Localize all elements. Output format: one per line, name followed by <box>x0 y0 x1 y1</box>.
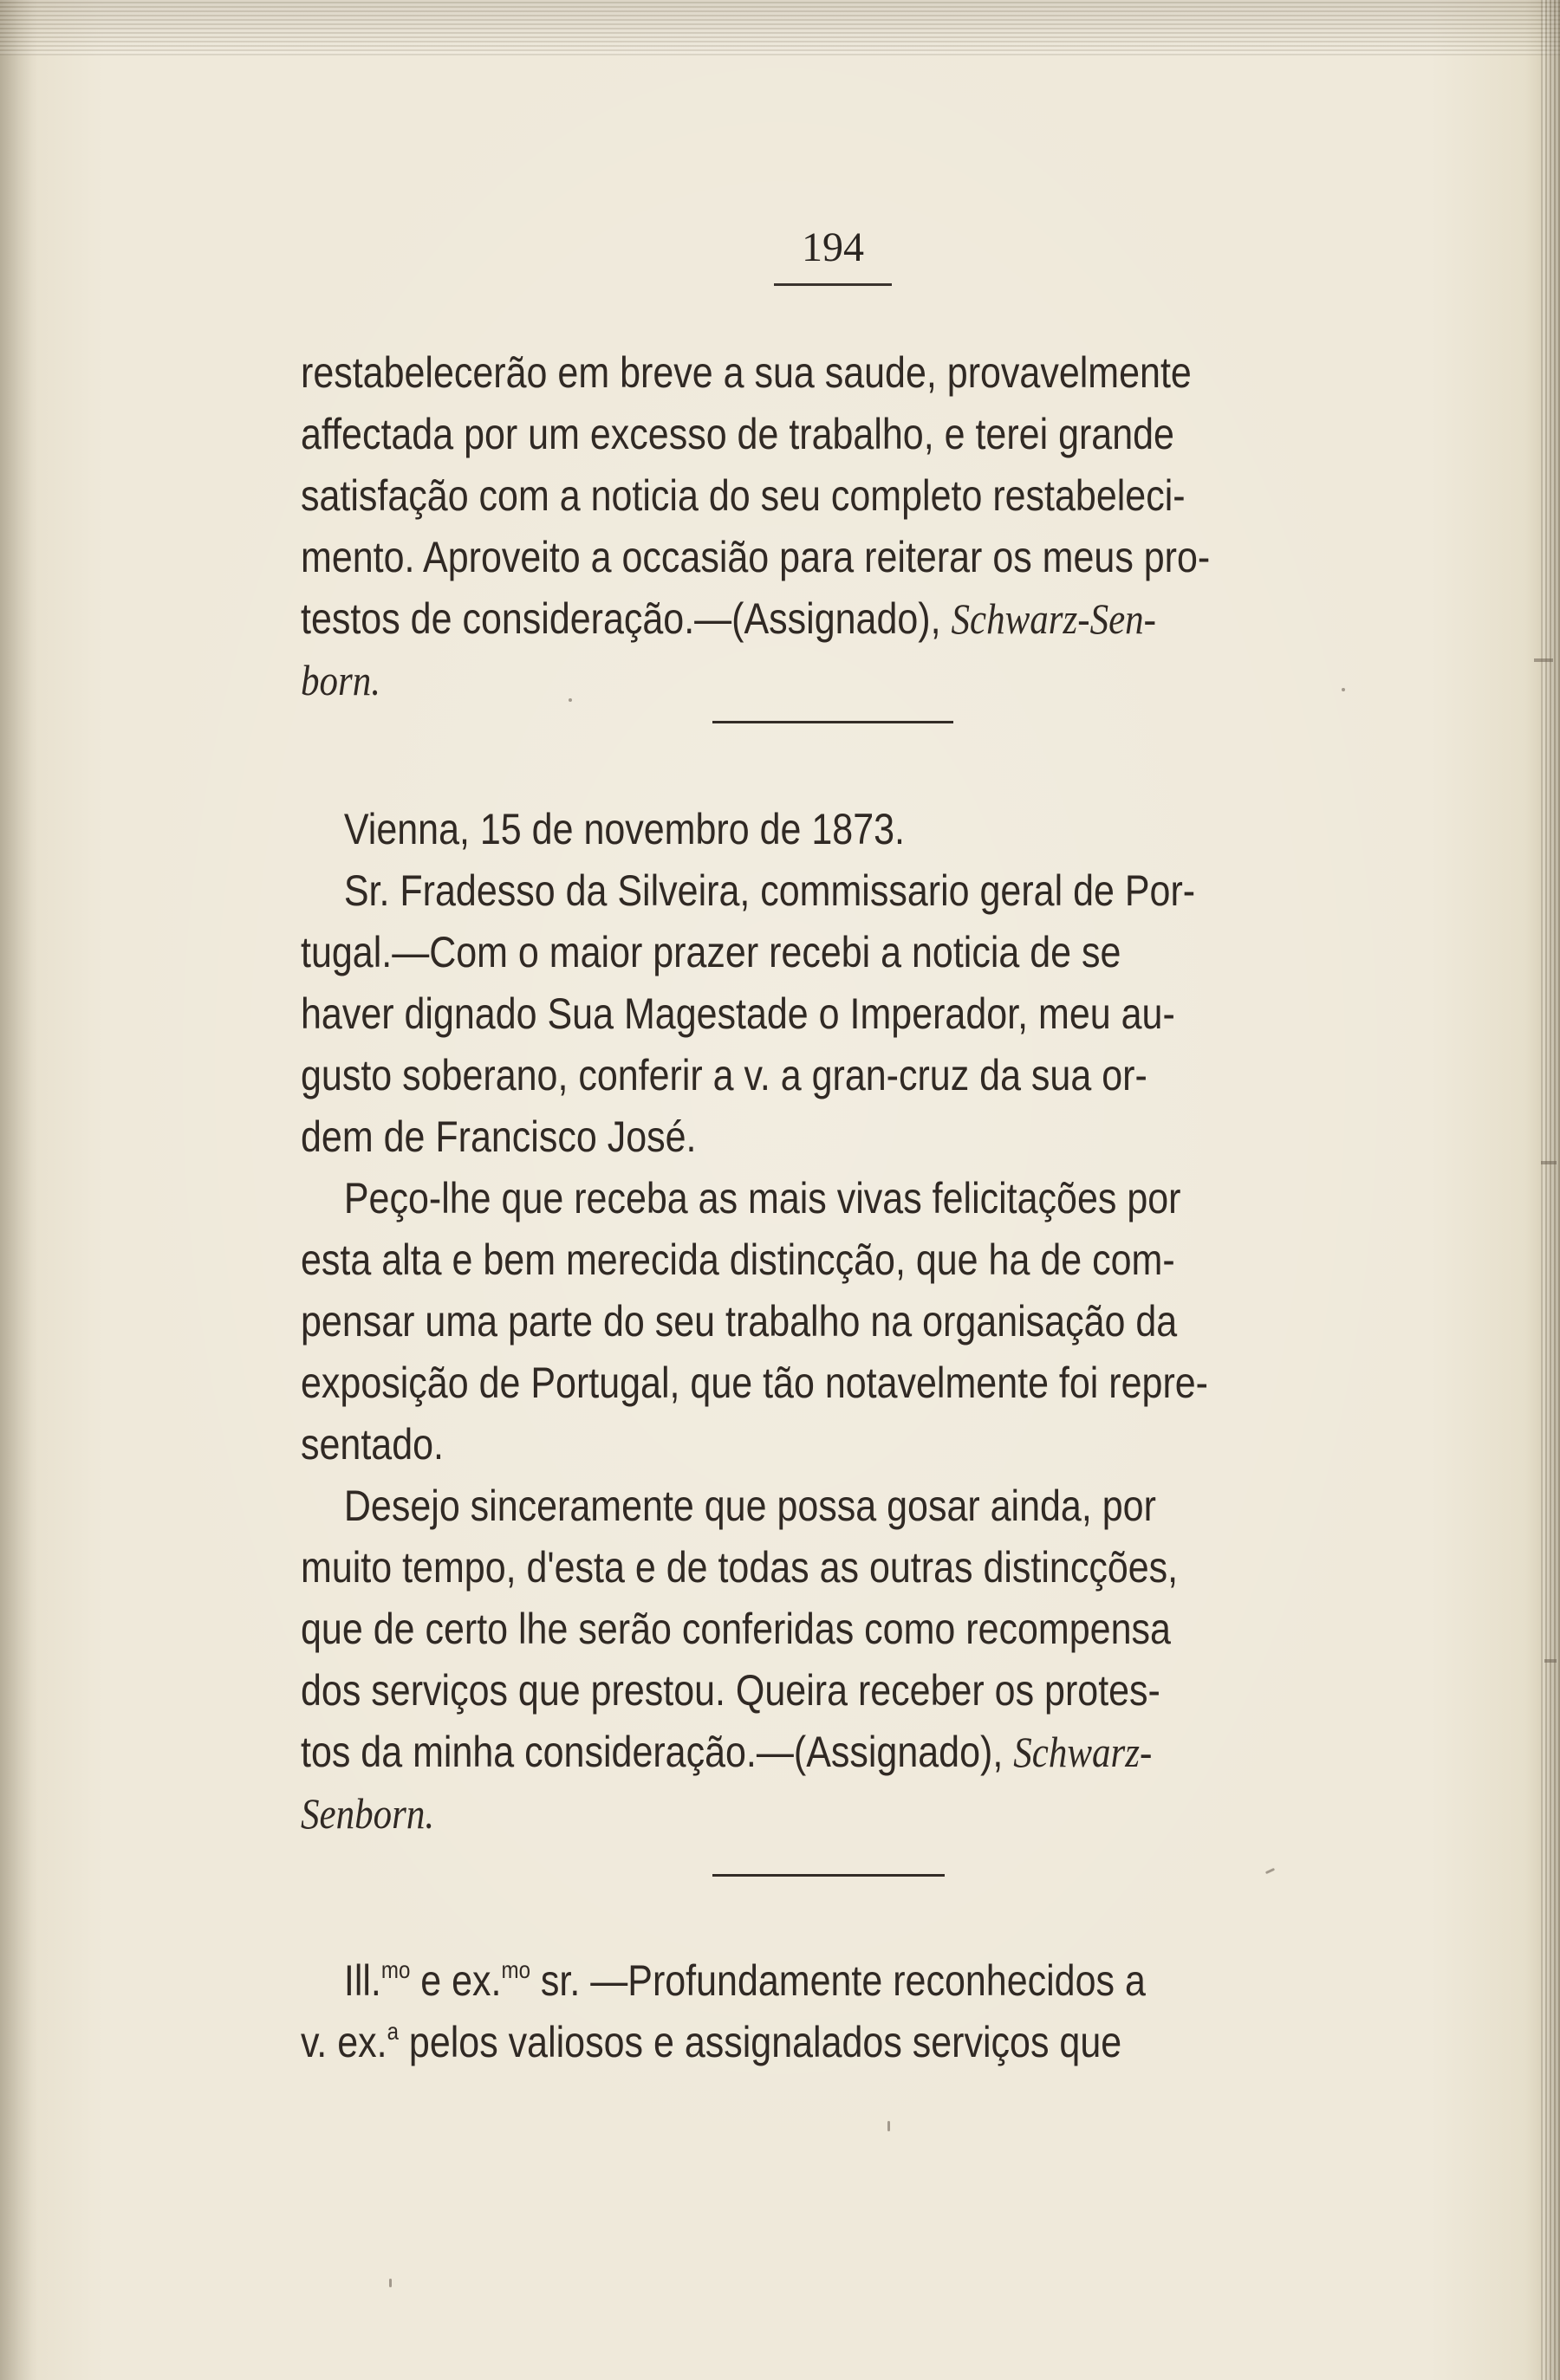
right-margin-mark <box>1544 1659 1557 1663</box>
top-text-block <box>301 342 1212 711</box>
paper-speck <box>569 698 572 702</box>
paper-speck <box>1265 1868 1275 1874</box>
text-line: muito tempo, d'esta e de todas as outras distincções, <box>301 1543 1179 1592</box>
bottom-text-block <box>301 1950 1212 2073</box>
salutation-line <box>301 1950 1212 2012</box>
text-line: que de certo lhe serão conferidas como recompensa <box>301 1605 1171 1653</box>
salutation-rest: sr. —Profundamente reconhecidos a <box>530 1956 1146 2005</box>
text-line: mento. Aproveito a occasião para reiterar os meus pro- <box>301 533 1211 581</box>
text-line: gusto soberano, conferir a v. a gran-cruz da sua or- <box>301 1051 1147 1099</box>
right-margin-mark <box>1541 1161 1557 1164</box>
letter-text-block <box>301 799 1212 1845</box>
text-line: tugal.—Com o maior prazer recebi a noticia de se <box>301 928 1121 976</box>
ex-abbreviation: e ex. <box>410 1956 502 2005</box>
superscript-mo: mo <box>501 1956 530 1983</box>
text-line: Sr. Fradesso da Silveira, commissario geral de Por- <box>343 866 1196 915</box>
text-line: sentado. <box>301 1420 444 1469</box>
text-line: pensar uma parte do seu trabalho na organisação da <box>301 1297 1178 1346</box>
signature-first-part: Schwarz-Sen- <box>951 594 1156 643</box>
superscript-a: a <box>387 2018 399 2045</box>
section-divider <box>712 721 953 723</box>
right-margin-mark <box>1534 658 1553 662</box>
paper-speck <box>1342 688 1345 691</box>
text-line: restabelecerão em breve a sua saude, provavelmente <box>301 348 1192 397</box>
signature-last-part: Senborn. <box>301 1789 435 1838</box>
text-line: Desejo sinceramente que possa gosar ainda, por <box>343 1482 1156 1530</box>
v-ex-abbreviation: v. ex. <box>301 2018 387 2066</box>
page-number: 194 <box>802 224 864 270</box>
signature-last-part: born. <box>301 656 380 704</box>
page-number-rule <box>774 283 892 286</box>
assignado-text: testos de consideração.—(Assignado), <box>301 594 941 643</box>
text-line: esta alta e bem merecida distincção, que ha de com- <box>301 1235 1175 1284</box>
text-line: dem de Francisco José. <box>301 1112 697 1161</box>
superscript-mo: mo <box>380 1956 411 1983</box>
ill-abbreviation: Ill. <box>343 1956 381 2005</box>
final-text-line <box>301 2012 1212 2073</box>
paper-speck <box>887 2121 890 2131</box>
left-page-shadow <box>0 0 38 2380</box>
text-line-with-signature <box>301 588 1212 650</box>
text-line-with-signature <box>301 1722 1212 1783</box>
text-line: haver dignado Sua Magestade o Imperador, meu au- <box>301 989 1175 1038</box>
final-line-rest: pelos valiosos e assignalados serviços que <box>398 2018 1122 2066</box>
text-line: exposição de Portugal, que tão notavelmente foi repre- <box>301 1359 1208 1407</box>
signature-first-part: Schwarz- <box>1013 1728 1153 1776</box>
paper-speck <box>389 2279 392 2287</box>
section-divider <box>712 1874 945 1877</box>
text-line: dos serviços que prestou. Queira receber os protes- <box>301 1666 1160 1715</box>
text-line: Peço-lhe que receba as mais vivas felicitações por <box>343 1174 1181 1222</box>
text-line: satisfação com a noticia do seu completo restabeleci- <box>301 471 1186 520</box>
text-line: affectada por um excesso de trabalho, e terei grande <box>301 410 1174 458</box>
right-page-edge <box>1541 0 1560 2380</box>
top-page-edge <box>0 0 1560 55</box>
assignado-text: tos da minha consideração.—(Assignado), <box>301 1728 1004 1776</box>
dateline: Vienna, 15 de novembro de 1873. <box>343 805 905 853</box>
